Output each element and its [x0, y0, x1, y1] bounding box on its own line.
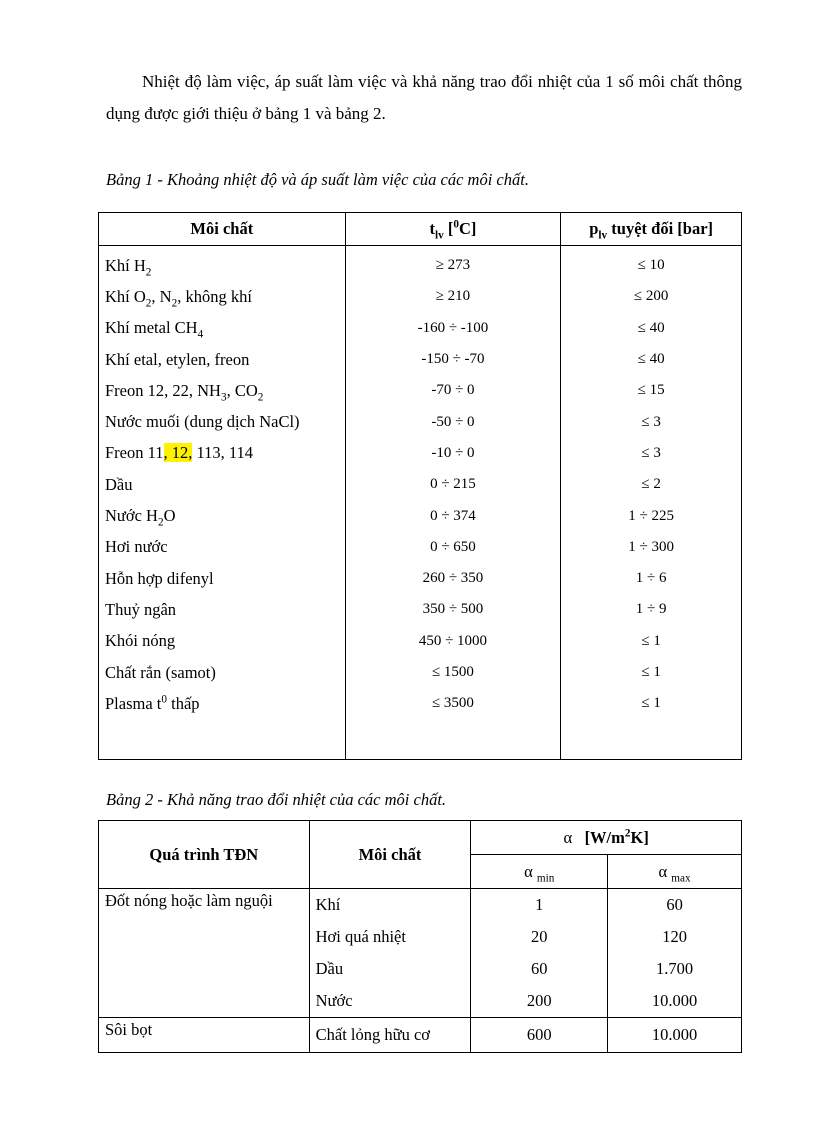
- table2-header-alpha-max: α $_{max}$: [608, 855, 742, 889]
- medium-name: Hỗn hợp difenyl: [99, 563, 346, 594]
- alpha-min-value: 20: [471, 921, 608, 953]
- alpha-min-value: 60: [471, 953, 608, 985]
- medium-name: Dầu: [309, 953, 471, 985]
- table-row: [99, 246, 742, 282]
- temperature-range: -50 ÷ 0: [345, 406, 561, 437]
- temperature-range: -10 ÷ 0: [345, 438, 561, 469]
- intro-paragraph: [106, 66, 742, 130]
- pressure-range: ≤ 200: [561, 281, 742, 312]
- process-name: Sôi bọt: [99, 1018, 310, 1053]
- table-row: [99, 438, 742, 469]
- alpha-max-value: 60: [608, 889, 742, 922]
- pressure-range: ≤ 1: [561, 657, 742, 688]
- alpha-min-value: 1: [471, 889, 608, 922]
- pressure-range: ≤ 3: [561, 406, 742, 437]
- intro-text: Nhiệt độ làm việc, áp suất làm việc và khả năng trao đổi nhiệt của 1 số môi chất thông dụng được giới thiệu ở bảng 1 và bảng 2.: [106, 72, 742, 123]
- pressure-range: ≤ 10: [561, 246, 742, 282]
- pressure-range: ≤ 15: [561, 375, 742, 406]
- table1-header-temperature: $t_{lv}$ [$^0$C]: [345, 213, 561, 246]
- temperature-range: 0 ÷ 374: [345, 500, 561, 531]
- table2-header-row-1: [99, 821, 742, 855]
- table-row: [99, 532, 742, 563]
- medium-name: Hơi nước: [99, 532, 346, 563]
- process-name: Đốt nóng hoặc làm nguội: [99, 889, 310, 1018]
- pressure-range: ≤ 1: [561, 626, 742, 657]
- temperature-range: ≥ 273: [345, 246, 561, 282]
- table-row: [99, 1018, 742, 1053]
- pressure-range: 1 ÷ 300: [561, 532, 742, 563]
- table-row: [99, 344, 742, 375]
- table-row: [99, 406, 742, 437]
- table-row: [99, 375, 742, 406]
- table-row: [99, 469, 742, 500]
- pressure-range: 1 ÷ 6: [561, 563, 742, 594]
- empty-cell: [345, 719, 561, 760]
- temperature-range: ≤ 3500: [345, 688, 561, 719]
- medium-name: Nước $H_2O$: [99, 500, 346, 531]
- medium-name: Khói nóng: [99, 626, 346, 657]
- table1-caption: Bảng 1 - Khoảng nhiệt độ và áp suất làm việc của các môi chất.: [106, 170, 529, 189]
- heat-transfer-table: [98, 820, 742, 1053]
- temperature-range: ≥ 210: [345, 281, 561, 312]
- medium-name: Dầu: [99, 469, 346, 500]
- medium-name: Freon 12, 22, $NH_3$, $CO_2$: [99, 375, 346, 406]
- medium-name: Khí $O_2$, $N_2$, không khí: [99, 281, 346, 312]
- alpha-max-value: 10.000: [608, 985, 742, 1018]
- empty-cell: [99, 719, 346, 760]
- table2-header-process: Quá trình TĐN: [99, 821, 310, 889]
- table2-header-alpha-min: α $_{min}$: [471, 855, 608, 889]
- table-row: [99, 594, 742, 625]
- medium-name: Khí etal, etylen, freon: [99, 344, 346, 375]
- temperature-range: 450 ÷ 1000: [345, 626, 561, 657]
- pressure-range: ≤ 3: [561, 438, 742, 469]
- alpha-max-value: 1.700: [608, 953, 742, 985]
- alpha-max-value: 120: [608, 921, 742, 953]
- table2-header-medium: Môi chất: [309, 821, 471, 889]
- medium-name: Khí: [309, 889, 471, 922]
- medium-name: Chất rắn (samot): [99, 657, 346, 688]
- alpha-min-value: 200: [471, 985, 608, 1018]
- temperature-range: -160 ÷ -100: [345, 313, 561, 344]
- table-row: [99, 563, 742, 594]
- medium-name: Plasma $t^0$ thấp: [99, 688, 346, 719]
- table2-caption: Bảng 2 - Khả năng trao đổi nhiệt của các môi chất.: [106, 790, 447, 809]
- pressure-range: ≤ 2: [561, 469, 742, 500]
- pressure-range: 1 ÷ 9: [561, 594, 742, 625]
- table1-header-medium: Môi chất: [99, 213, 346, 246]
- highlighted-text: , 12,: [163, 443, 193, 463]
- medium-name: Khí $H_2$: [99, 246, 346, 282]
- medium-name: Thuỷ ngân: [99, 594, 346, 625]
- medium-name: Hơi quá nhiệt: [309, 921, 471, 953]
- temperature-range: -150 ÷ -70: [345, 344, 561, 375]
- alpha-max-value: 10.000: [608, 1018, 742, 1053]
- pressure-range: 1 ÷ 225: [561, 500, 742, 531]
- medium-name: Khí metal $CH_4$: [99, 313, 346, 344]
- temperature-range: 0 ÷ 650: [345, 532, 561, 563]
- medium-name: Freon 11, 12, 113, 114: [99, 438, 346, 469]
- table-row: [99, 889, 742, 922]
- temperature-range: 260 ÷ 350: [345, 563, 561, 594]
- table1-header-pressure: $p_{lv}$ tuyệt đối [bar]: [561, 213, 742, 246]
- table-row: [99, 657, 742, 688]
- table-row: [99, 688, 742, 719]
- table-row: [99, 626, 742, 657]
- temperature-range: 350 ÷ 500: [345, 594, 561, 625]
- medium-name: Nước: [309, 985, 471, 1018]
- pressure-range: ≤ 40: [561, 313, 742, 344]
- table2-header-alpha: α $[W/m^2K]$: [471, 821, 742, 855]
- temperature-range: ≤ 1500: [345, 657, 561, 688]
- temperature-range: -70 ÷ 0: [345, 375, 561, 406]
- working-range-table: [98, 212, 742, 760]
- medium-name: Nước muối (dung dịch NaCl): [99, 406, 346, 437]
- medium-name: Chất lỏng hữu cơ: [309, 1018, 471, 1053]
- empty-cell: [561, 719, 742, 760]
- table-row: [99, 281, 742, 312]
- table-row: [99, 500, 742, 531]
- alpha-min-value: 600: [471, 1018, 608, 1053]
- temperature-range: 0 ÷ 215: [345, 469, 561, 500]
- pressure-range: ≤ 40: [561, 344, 742, 375]
- table1-header-row: [99, 213, 742, 246]
- pressure-range: ≤ 1: [561, 688, 742, 719]
- table-spacer-row: [99, 719, 742, 760]
- table-row: [99, 313, 742, 344]
